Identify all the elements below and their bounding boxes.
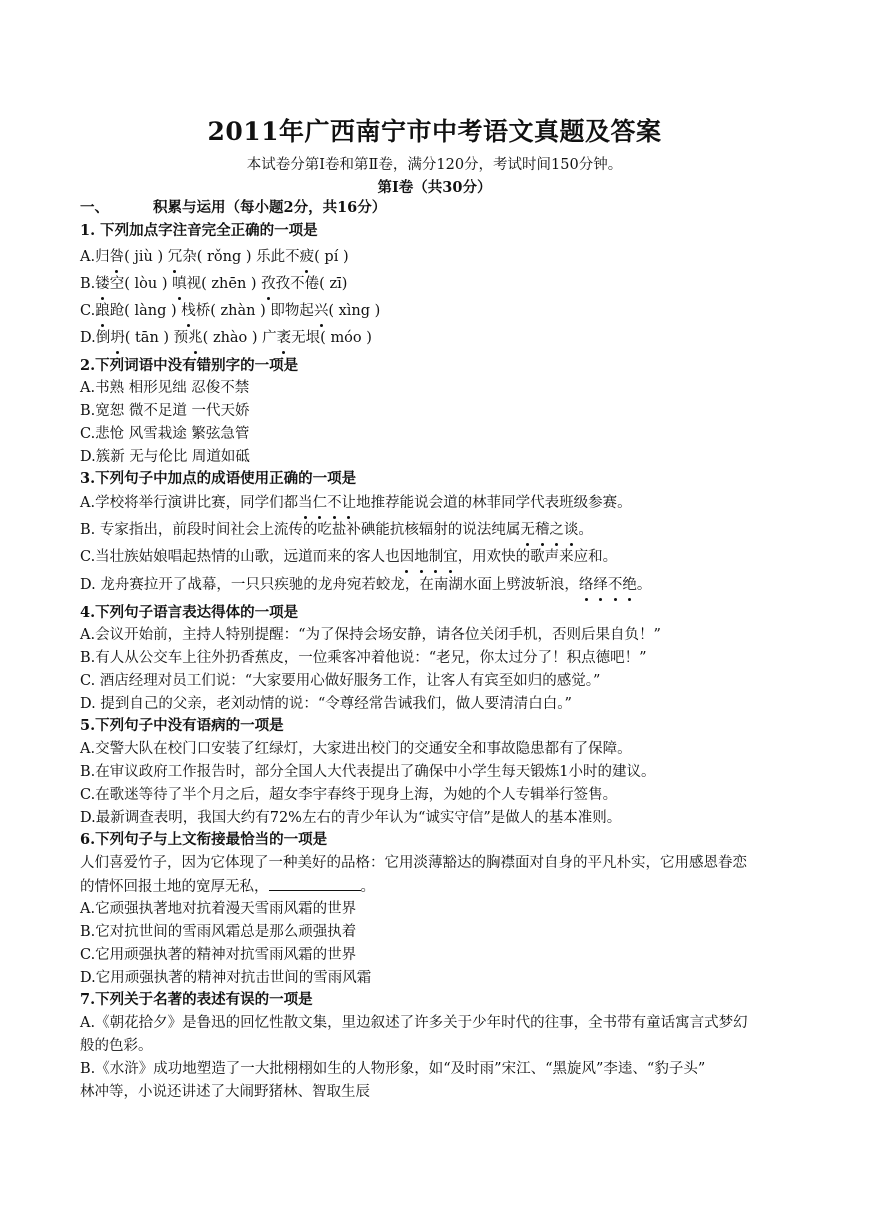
dotted-char: 兆 <box>188 330 203 346</box>
section-number: 一、 <box>80 199 109 216</box>
question-1-option-c <box>80 301 799 321</box>
dotted-char: 兴 <box>313 303 329 319</box>
question-7-option-a-line-1: A.《朝花拾夕》是鲁迅的回忆性散文集，里边叙述了许多关于少年时代的往事，全书带有童话寓言式梦幻 <box>80 1015 748 1031</box>
dotted-char: 让 <box>341 495 357 511</box>
question-2-option-c: C.悲怆 风雪栽途 繁弦急管 <box>80 426 250 442</box>
dotted-char: 宜 <box>443 549 458 565</box>
dotted-char: 无 <box>520 522 535 538</box>
dotted-char: 冗 <box>167 249 183 265</box>
dotted-char: 镂 <box>95 276 110 292</box>
question-4-option-c: C. 酒店经理对员工们说：“大家要用心做好服务工作，让客人有宾至如归的感觉。” <box>80 673 601 689</box>
text: C.当壮族姑娘唱起热情的山歌，远道而来的客人也 <box>80 549 400 565</box>
dotted-char: 之 <box>549 522 564 538</box>
dotted-char: 嗔 <box>172 276 187 292</box>
text: D. 龙舟赛拉开了战幕，一只只疾驰的龙舟宛若蛟龙，在南湖水面上劈波斩浪， <box>80 577 579 593</box>
question-3-option-d <box>80 575 799 595</box>
question-3-option-b <box>80 520 799 540</box>
text: A.学校将举行演讲比赛，同学们都 <box>80 495 299 511</box>
dotted-char: 稽 <box>534 522 550 538</box>
answer-blank <box>269 876 361 891</box>
question-1-option-d <box>80 328 799 348</box>
question-6-stem: 6.下列句子与上文衔接最恰当的一项是 <box>80 831 328 848</box>
question-2-stem: 2.下列词语中没有错别字的一项是 <box>80 357 299 374</box>
text: 桥( zhàn ) 即物起 <box>195 303 314 319</box>
question-6-option-a: A.它顽强执著地对抗着漫天雪雨风霜的世界 <box>80 901 357 917</box>
question-1-stem: 1. 下列加点字注音完全正确的一项是 <box>80 222 318 239</box>
text: B. <box>80 276 96 292</box>
question-4-option-a: A.会议开始前，主持人特别提醒：“为了保持会场安静，请各位关闭手机，否则后果自负！” <box>80 627 661 643</box>
question-1-option-b <box>80 274 799 294</box>
text: ( tān ) 预 <box>124 330 189 346</box>
dotted-char: 因 <box>399 549 415 565</box>
dotted-char: 谈 <box>563 522 579 538</box>
dotted-char: 当 <box>298 495 313 511</box>
text: D.倒 <box>80 330 111 346</box>
question-5-option-d: D.最新调查表明，我国大约有72%左右的青少年认为“诚实守信”是做人的基本准则。 <box>80 810 622 826</box>
question-3-option-a <box>80 493 799 513</box>
dotted-char: 袤 <box>276 330 292 346</box>
dotted-char: 不 <box>607 577 623 593</box>
question-7-option-a-line-2: 般的色彩。 <box>80 1038 153 1054</box>
question-7-stem: 7.下列关于名著的表述有误的一项是 <box>80 991 313 1008</box>
question-7-option-b-line-2: 林冲等，小说还讲述了大闹野猪林、智取生辰 <box>80 1084 370 1100</box>
dotted-char: 制 <box>428 549 444 565</box>
text: ( jiù ) <box>124 249 168 265</box>
part-heading: 第Ⅰ卷（共30分） <box>377 179 492 196</box>
question-3-option-c <box>80 547 799 567</box>
text: C. <box>80 303 96 319</box>
question-5-option-a: A.交警大队在校门口安装了红绿灯，大家进出校门的交通安全和事故隐患都有了保障。 <box>80 741 632 757</box>
question-4-stem: 4.下列句子语言表达得体的一项是 <box>80 604 299 621</box>
question-4-option-b: B.有人从公交车上往外扔香蕉皮，一位乘客冲着他说：“老兄，你太过分了！积点德吧！” <box>80 650 647 666</box>
dotted-idiom <box>298 495 356 511</box>
question-5-option-b: B.在审议政府工作报告时，部分全国人大代表提出了确保中小学生每天锻炼1小时的建议。 <box>80 764 656 780</box>
dotted-char: 咎 <box>109 249 125 265</box>
dotted-idiom <box>579 577 637 593</box>
section-heading <box>80 198 799 218</box>
dotted-char: 绝 <box>622 577 637 593</box>
dotted-char: 栈 <box>181 303 196 319</box>
text: 。 <box>578 522 593 538</box>
dotted-idiom <box>400 549 458 565</box>
text: ( pí ) <box>314 249 349 265</box>
question-6-passage-line-2 <box>80 876 799 897</box>
question-7-option-b-line-1: B.《水浒》成功地塑造了一大批栩栩如生的人物形象，如“及时雨”宋江、“黑旋风”李逵、“豹子头” <box>80 1061 706 1077</box>
dotted-char: 疲 <box>299 249 315 265</box>
dotted-char: 络 <box>578 577 594 593</box>
question-5-option-c: C.在歌迷等待了半个月之后，超女李宇春终于现身上海，为她的个人专辑举行签售。 <box>80 787 618 803</box>
text: ( zhào ) 广 <box>202 330 277 346</box>
text: 。 <box>360 879 375 895</box>
dotted-char: 绎 <box>593 577 608 593</box>
question-1-option-a <box>80 247 799 267</box>
question-6-option-c: C.它用顽强执著的精神对抗雪雨风霜的世界 <box>80 947 357 963</box>
question-2-option-d: D.簇新 无与伦比 周道如砥 <box>80 449 250 465</box>
dotted-char: 孜 <box>261 276 276 292</box>
text: 视( zhēn ) <box>186 276 262 292</box>
text: 地推荐能说会道的林菲同学代表班级参赛。 <box>356 495 632 511</box>
dotted-idiom <box>520 522 578 538</box>
text: 孜不倦( zī) <box>275 276 348 292</box>
question-4-option-d: D. 提到自己的父亲，老刘动情的说：“令尊经常告诫我们，做人要清清白白。” <box>80 696 572 712</box>
page-title: 2011年广西南宁市中考语文真题及答案 <box>207 117 662 146</box>
text: 。 <box>636 577 652 593</box>
text: 杂( rǒng ) 乐此不 <box>182 249 300 265</box>
text: ，用欢快的歌声来应和。 <box>457 549 618 565</box>
text: 无垠( móo ) <box>291 330 372 346</box>
text: B. 专家指出，前段时间社会上流传的吃盐补碘能抗核辐射的说法纯属 <box>80 522 521 538</box>
dotted-char: 仁 <box>312 495 328 511</box>
question-3-stem: 3.下列句子中加点的成语使用正确的一项是 <box>80 470 357 487</box>
exam-info: 本试卷分第Ⅰ卷和第Ⅱ卷，满分120分，考试时间150分钟。 <box>246 157 623 173</box>
question-5-stem: 5.下列句子中没有语病的一项是 <box>80 717 284 734</box>
text: ( xìng ) <box>328 303 381 319</box>
text: 空( lòu ) <box>109 276 173 292</box>
question-6-passage-line-1: 人们喜爱竹子，因为它体现了一种美好的品格：它用淡薄豁达的胸襟面对自身的平凡朴实，它用感恩眷恋 <box>80 855 747 871</box>
text: 跄( làng ) <box>109 303 182 319</box>
question-6-option-b: B.它对抗世间的雪雨风霜总是那么顽强执着 <box>80 924 357 940</box>
question-6-option-d: D.它用顽强执著的精神对抗击世间的雪雨风霜 <box>80 970 372 986</box>
dotted-char: 地 <box>414 549 429 565</box>
dotted-char: 不 <box>327 495 342 511</box>
question-2-option-b: B.宽恕 微不足道 一代天娇 <box>80 403 250 419</box>
dotted-char: 踉 <box>95 303 110 319</box>
text: A.归 <box>80 249 110 265</box>
text: 的情怀回报土地的宽厚无私， <box>80 879 269 895</box>
dotted-char: 坍 <box>110 330 125 346</box>
section-title: 积累与运用（每小题2分，共16分） <box>153 199 387 216</box>
question-2-option-a: A.书熟 相形见绌 忍俊不禁 <box>80 380 250 396</box>
